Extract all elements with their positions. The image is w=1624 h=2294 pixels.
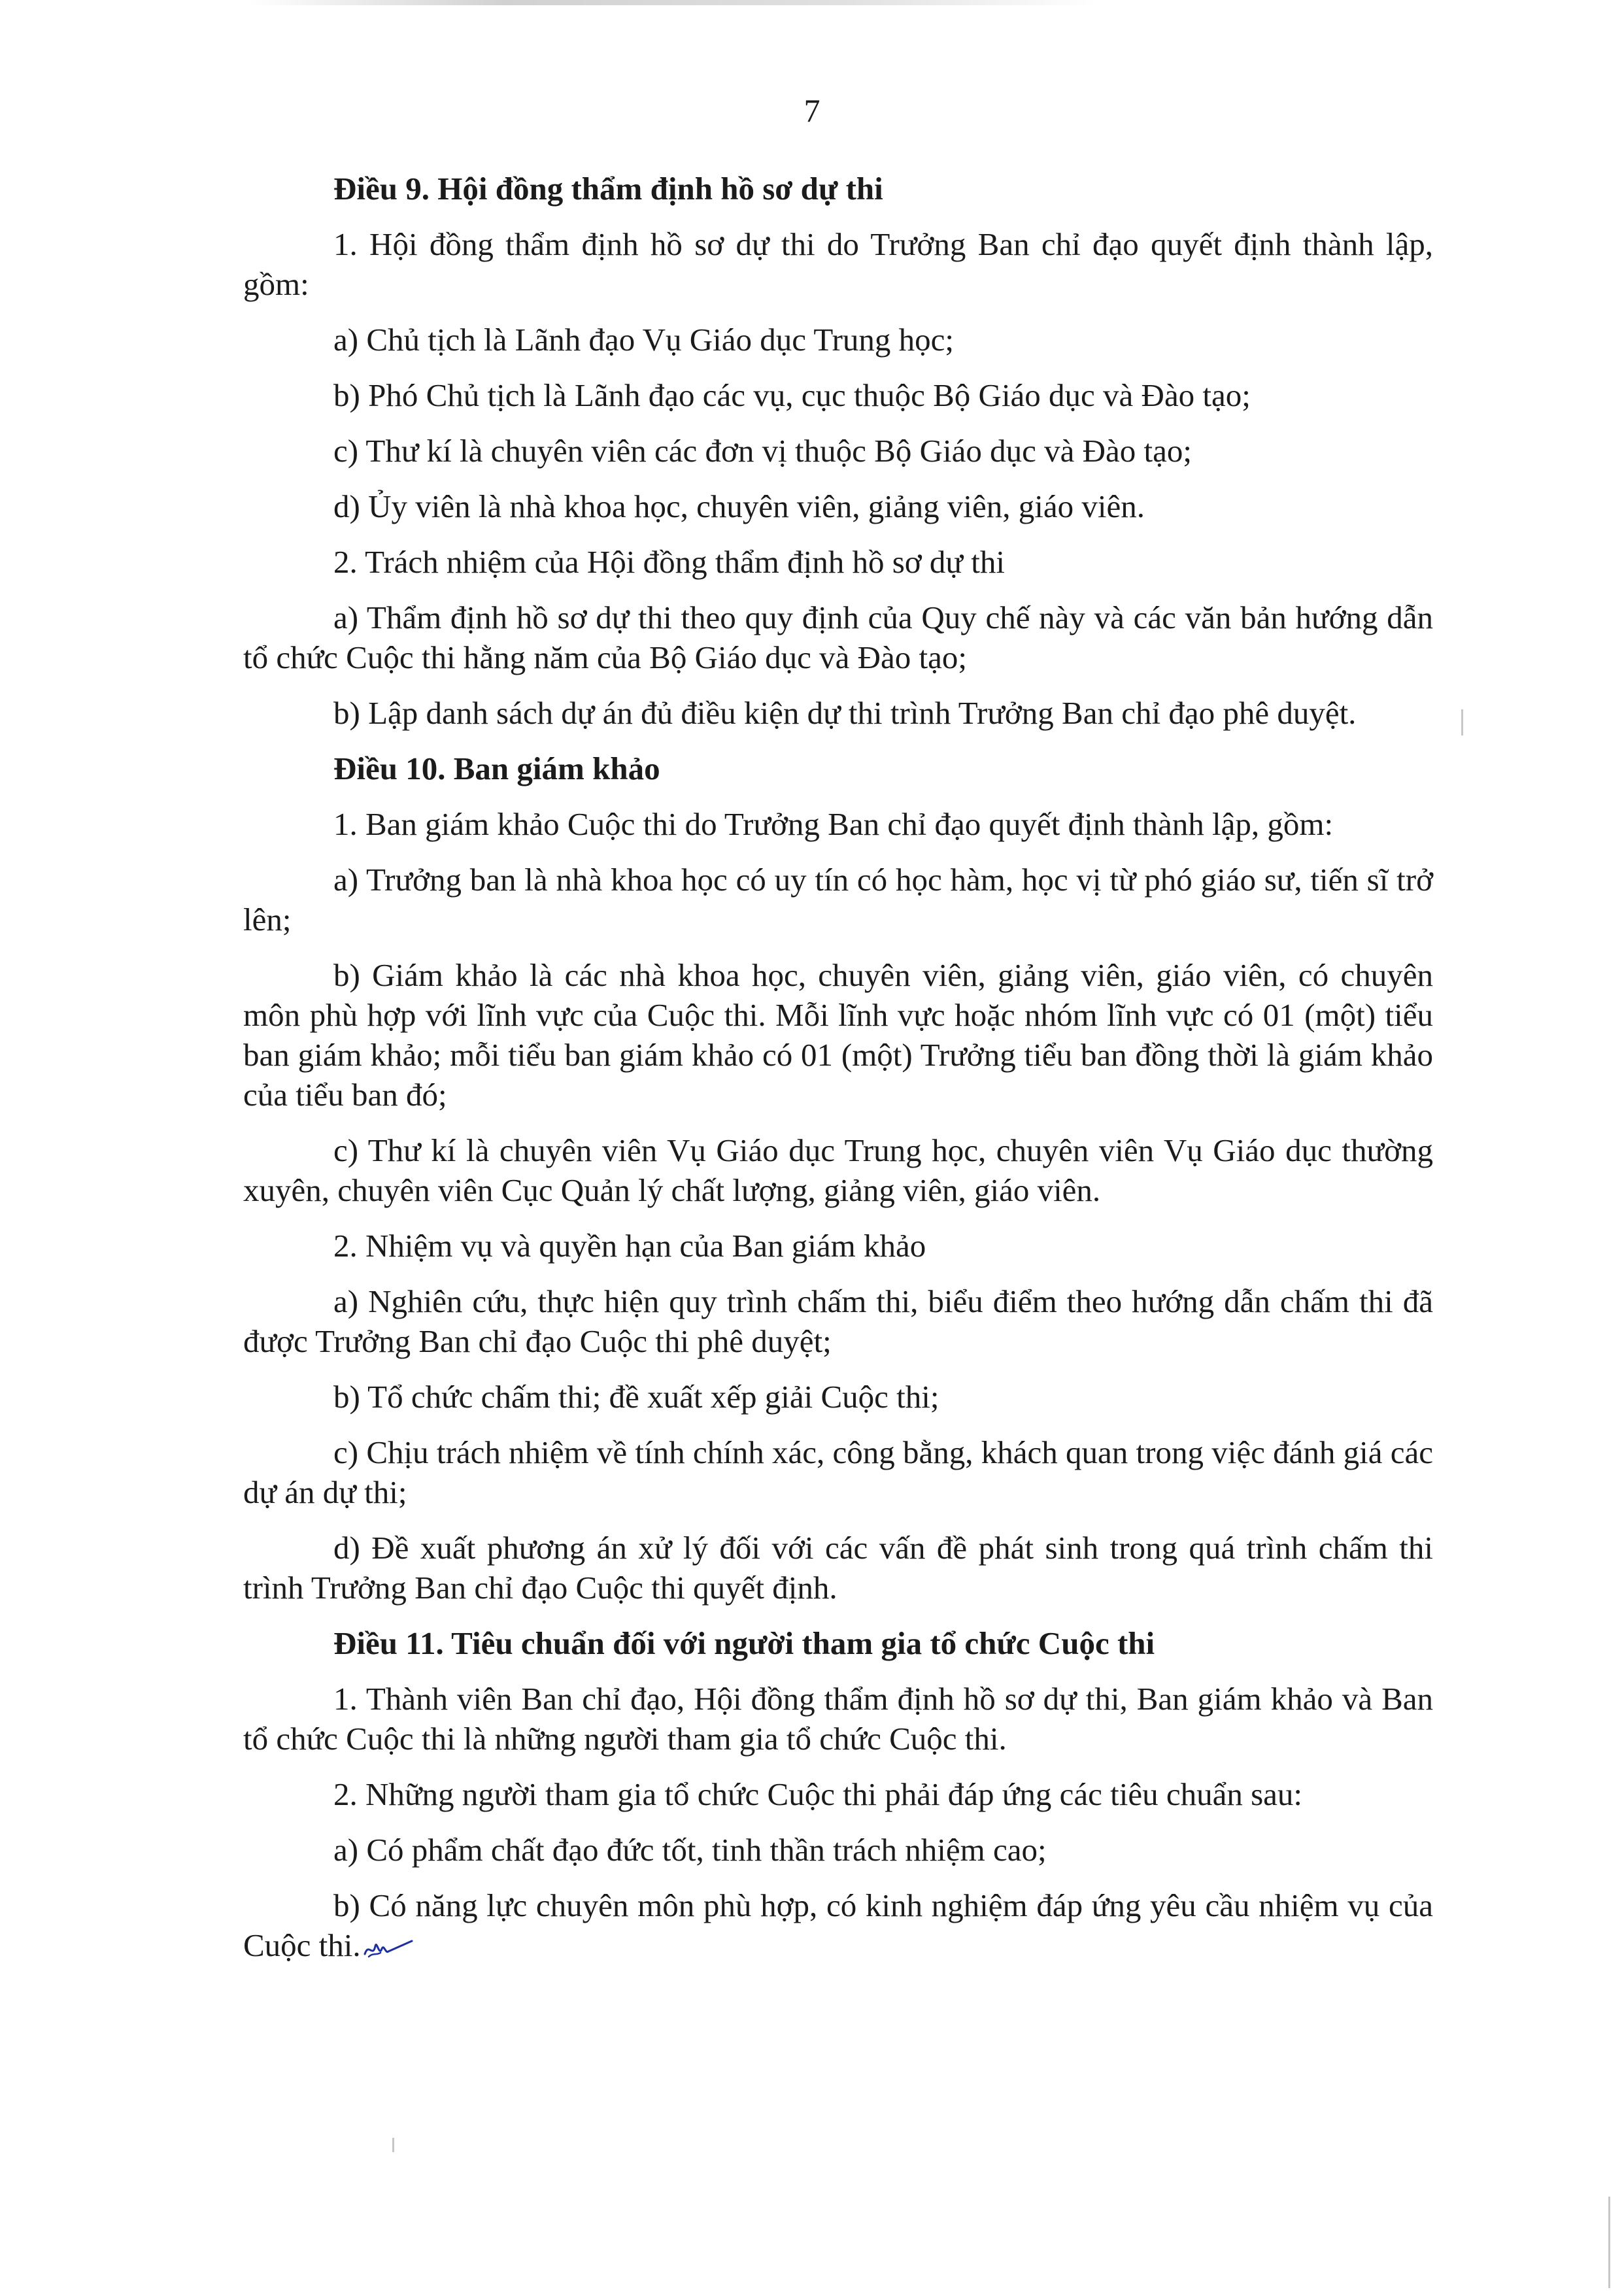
paragraph: c) Chịu trách nhiệm về tính chính xác, công bằng, khách quan trong việc đánh giá các dự án dự thi; xyxy=(243,1434,1433,1510)
paragraph: a) Chủ tịch là Lãnh đạo Vụ Giáo dục Trung học; xyxy=(333,322,955,358)
paragraph: c) Thư kí là chuyên viên Vụ Giáo dục Trung học, chuyên viên Vụ Giáo dục thường xuyên, chuyên viên Cục Quản lý chất lượng, giảng viên, giáo viên. xyxy=(243,1132,1433,1208)
paragraph: d) Ủy viên là nhà khoa học, chuyên viên, giảng viên, giáo viên. xyxy=(333,488,1145,524)
scan-speck xyxy=(1608,2197,1610,2288)
article-9 xyxy=(243,169,1433,733)
page-number: 7 xyxy=(804,92,820,129)
paragraph: b) Phó Chủ tịch là Lãnh đạo các vụ, cục thuộc Bộ Giáo dục và Đào tạo; xyxy=(333,377,1251,413)
scan-edge-shadow xyxy=(248,0,1098,5)
scan-speck xyxy=(392,2138,394,2152)
paragraph: d) Đề xuất phương án xử lý đối với các vấn đề phát sinh trong quá trình chấm thi trình Trưởng Ban chỉ đạo Cuộc thi quyết định. xyxy=(243,1530,1433,1606)
paragraph-last xyxy=(243,1885,1433,1965)
paragraph: b) Tổ chức chấm thi; đề xuất xếp giải Cuộc thi; xyxy=(333,1379,939,1415)
paragraph: a) Trưởng ban là nhà khoa học có uy tín có học hàm, học vị từ phó giáo sư, tiến sĩ trở lên; xyxy=(243,862,1433,937)
article-heading: Điều 9. Hội đồng thẩm định hồ sơ dự thi xyxy=(333,171,883,207)
article-11 xyxy=(243,1623,1433,1965)
article-heading: Điều 10. Ban giám khảo xyxy=(333,751,660,786)
paragraph: a) Nghiên cứu, thực hiện quy trình chấm thi, biểu điểm theo hướng dẫn chấm thi đã được Trưởng Ban chỉ đạo Cuộc thi phê duyệt; xyxy=(243,1283,1433,1359)
paragraph: 1. Thành viên Ban chỉ đạo, Hội đồng thẩm định hồ sơ dự thi, Ban giám khảo và Ban tổ chức Cuộc thi là những người tham gia tổ chức Cuộc thi. xyxy=(243,1681,1433,1757)
paragraph: c) Thư kí là chuyên viên các đơn vị thuộc Bộ Giáo dục và Đào tạo; xyxy=(333,433,1192,469)
paragraph: b) Giám khảo là các nhà khoa học, chuyên viên, giảng viên, giáo viên, có chuyên môn phù hợp với lĩnh vực của Cuộc thi. Mỗi lĩnh vực hoặc nhóm lĩnh vực có 01 (một) tiểu ban giám khảo; mỗi tiểu ban giám khảo có 01 (một) Trưởng tiểu ban đồng thời là giám khảo của tiểu ban đó; xyxy=(243,957,1433,1113)
paragraph: 1. Ban giám khảo Cuộc thi do Trưởng Ban chỉ đạo quyết định thành lập, gồm: xyxy=(333,806,1334,842)
paragraph: 2. Trách nhiệm của Hội đồng thẩm định hồ sơ dự thi xyxy=(333,544,1005,580)
paragraph: a) Có phẩm chất đạo đức tốt, tinh thần trách nhiệm cao; xyxy=(333,1832,1047,1868)
document-body xyxy=(243,169,1433,1965)
scan-speck xyxy=(1461,709,1463,735)
paragraph: 2. Những người tham gia tổ chức Cuộc thi phải đáp ứng các tiêu chuẩn sau: xyxy=(333,1776,1303,1812)
article-heading: Điều 11. Tiêu chuẩn đối với người tham gia tổ chức Cuộc thi xyxy=(333,1625,1155,1661)
initial-signature-icon xyxy=(362,1934,414,1963)
paragraph: 1. Hội đồng thẩm định hồ sơ dự thi do Trưởng Ban chỉ đạo quyết định thành lập, gồm: xyxy=(243,226,1433,302)
article-10 xyxy=(243,749,1433,1608)
paragraph-text: b) Có năng lực chuyên môn phù hợp, có kinh nghiệm đáp ứng yêu cầu nhiệm vụ của Cuộc thi. xyxy=(243,1887,1433,1963)
paragraph: a) Thẩm định hồ sơ dự thi theo quy định của Quy chế này và các văn bản hướng dẫn tổ chức Cuộc thi hằng năm của Bộ Giáo dục và Đào tạo; xyxy=(243,599,1433,675)
paragraph: b) Lập danh sách dự án đủ điều kiện dự thi trình Trưởng Ban chỉ đạo phê duyệt. xyxy=(333,695,1357,731)
paragraph: 2. Nhiệm vụ và quyền hạn của Ban giám khảo xyxy=(333,1228,926,1264)
